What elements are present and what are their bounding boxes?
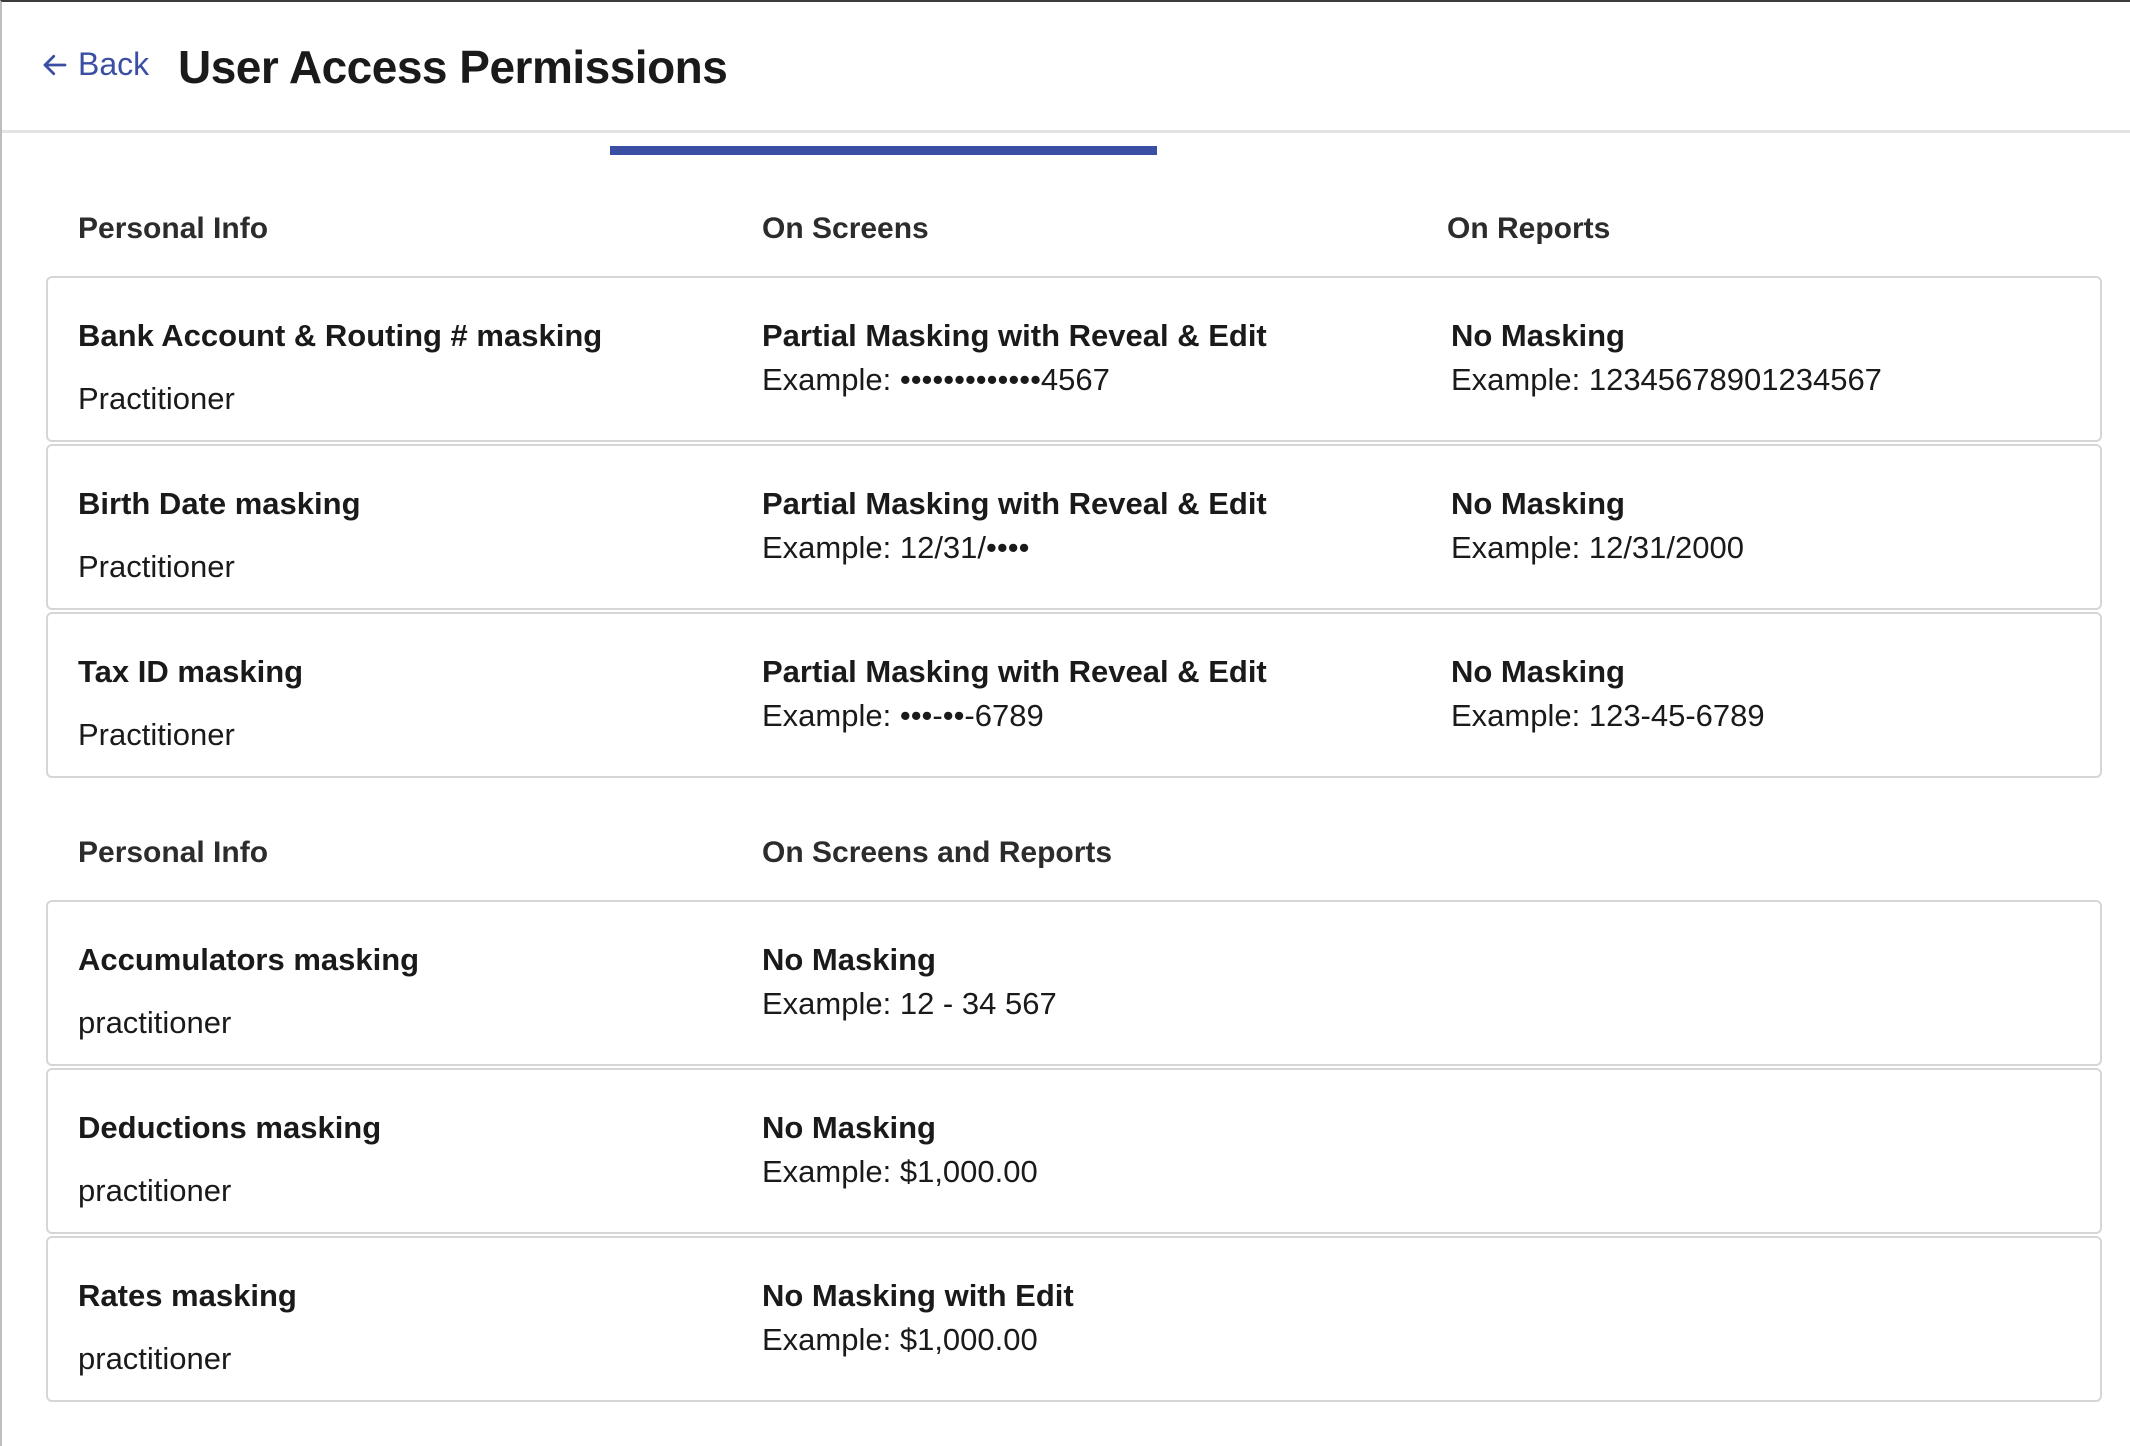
row-name: Rates masking: [78, 1278, 297, 1313]
screens-mode: Partial Masking with Reveal & Edit: [762, 486, 1267, 521]
permission-row-accumulators[interactable]: [46, 900, 2102, 1066]
row-role: practitioner: [78, 1173, 232, 1208]
row-role: practitioner: [78, 1341, 232, 1376]
col-header-personal-info: Personal Info: [78, 836, 269, 869]
reports-mode: No Masking: [1451, 486, 1625, 521]
screens-reports-cell: [762, 1110, 1038, 1190]
row-name: Accumulators masking: [78, 942, 420, 977]
masking-mode: No Masking: [762, 942, 936, 977]
col-header-on-reports: On Reports: [1447, 212, 1611, 245]
row-name: Deductions masking: [78, 1110, 382, 1145]
reports-example: Example: 123-45-6789: [1451, 698, 1765, 733]
screens-reports-cell: [762, 1278, 1074, 1358]
permission-row-deductions[interactable]: [46, 1068, 2102, 1234]
section-screens-reports: [2, 212, 2130, 752]
col-header-on-screens: On Screens: [762, 212, 929, 245]
page-title: User Access Permissions: [178, 41, 728, 93]
masking-example: Example: $1,000.00: [762, 1154, 1038, 1189]
row-role: Practitioner: [78, 717, 235, 752]
screens-mode: Partial Masking with Reveal & Edit: [762, 318, 1267, 353]
row-name: Tax ID masking: [78, 654, 304, 689]
row-role: Practitioner: [78, 381, 235, 416]
back-label: Back: [78, 46, 150, 82]
masking-mode: No Masking: [762, 1110, 936, 1145]
screens-cell: [762, 486, 1267, 566]
col-header-personal-info: Personal Info: [78, 212, 269, 245]
row-role: practitioner: [78, 1005, 232, 1040]
row-role: Practitioner: [78, 549, 235, 584]
reports-cell: [1451, 318, 1882, 398]
masking-example: Example: $1,000.00: [762, 1322, 1038, 1357]
masking-example: Example: 12 - 34 567: [762, 986, 1057, 1021]
permission-row-bank-account[interactable]: [46, 276, 2102, 442]
screens-mode: Partial Masking with Reveal & Edit: [762, 654, 1267, 689]
reports-mode: No Masking: [1451, 654, 1625, 689]
masking-mode: No Masking with Edit: [762, 1278, 1074, 1313]
column-headers: [2, 212, 2130, 276]
screens-reports-cell: [762, 942, 1057, 1022]
screens-cell: [762, 318, 1267, 398]
screens-example: Example: 12/31/••••: [762, 530, 1030, 565]
page-header: [2, 2, 2130, 133]
permission-row-birth-date[interactable]: [46, 444, 2102, 610]
tab-active-indicator: [610, 146, 1157, 155]
screens-example: Example: •••-••-6789: [762, 698, 1044, 733]
reports-cell: [1451, 486, 1744, 566]
screens-example: Example: •••••••••••••4567: [762, 362, 1110, 397]
permission-row-rates[interactable]: [46, 1236, 2102, 1402]
reports-mode: No Masking: [1451, 318, 1625, 353]
row-name: Birth Date masking: [78, 486, 361, 521]
reports-example: Example: 12345678901234567: [1451, 362, 1882, 397]
arrow-left-icon: [40, 50, 70, 80]
column-headers: [2, 836, 2130, 900]
section-screens-and-reports: [2, 836, 2130, 1376]
back-button[interactable]: [40, 46, 149, 83]
col-header-on-screens-and-reports: On Screens and Reports: [762, 836, 1113, 869]
row-name: Bank Account & Routing # masking: [78, 318, 603, 353]
reports-cell: [1451, 654, 1765, 734]
reports-example: Example: 12/31/2000: [1451, 530, 1744, 565]
screens-cell: [762, 654, 1267, 734]
permission-row-tax-id[interactable]: [46, 612, 2102, 778]
